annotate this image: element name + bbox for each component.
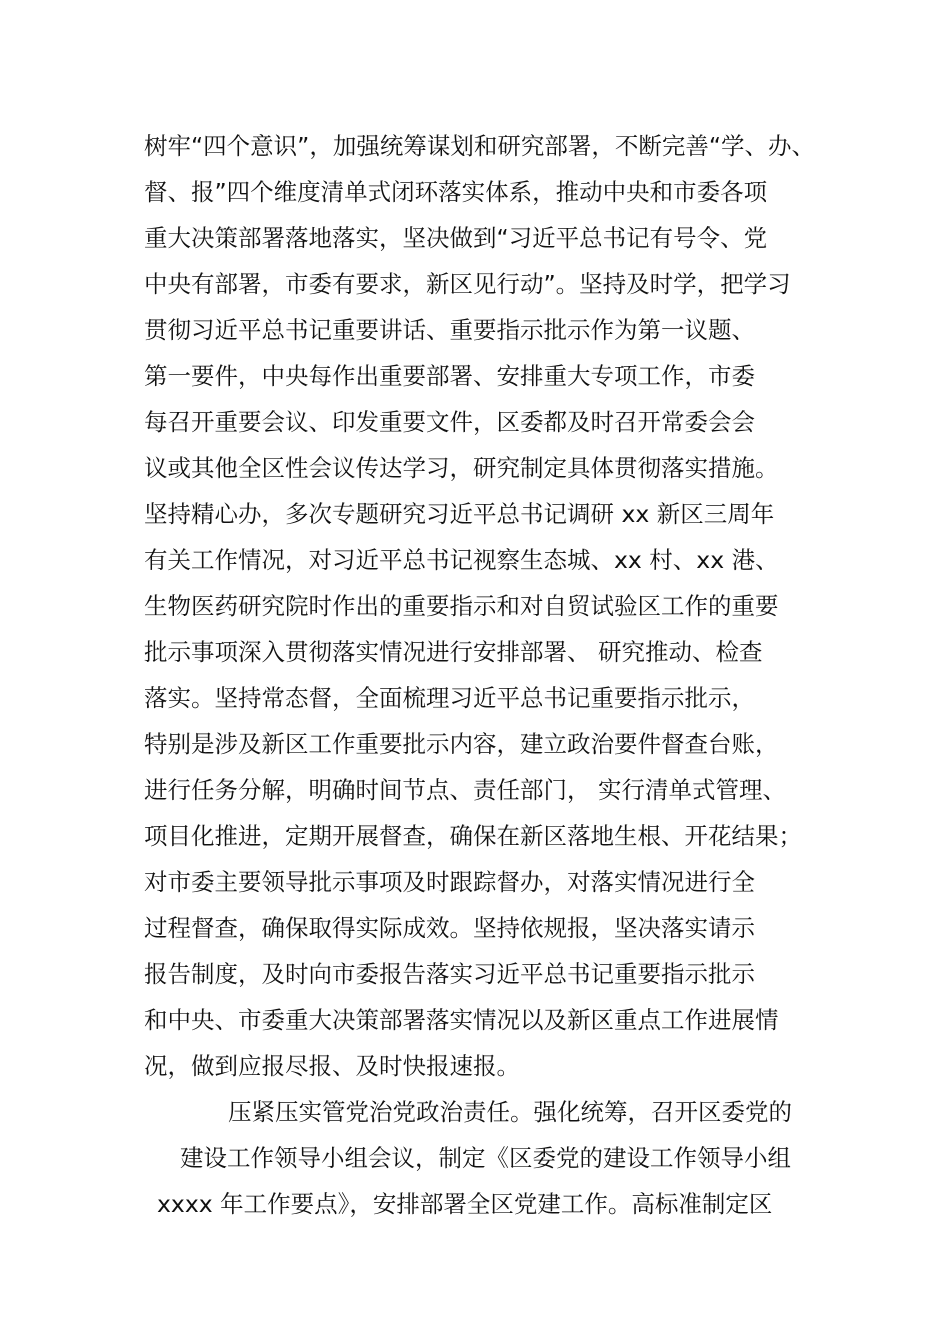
text-line: 压紧压实管党治党政治责任。强化统筹，召开区委党的 (228, 1098, 792, 1126)
text-line: 过程督查，确保取得实际成效。坚持依规报，坚决落实请示 (144, 914, 755, 942)
text-line: 每召开重要会议、印发重要文件，区委都及时召开常委会会 (144, 408, 755, 436)
text-line: 批示事项深入贯彻落实情况进行安排部署、 研究推动、检查 (144, 638, 763, 666)
text-line: 项目化推进，定期开展督查，确保在新区落地生根、开花结果； (144, 822, 802, 850)
text-line: 对市委主要领导批示事项及时跟踪督办，对落实情况进行全 (144, 868, 755, 896)
text-line: 建设工作领导小组会议，制定《区委党的建设工作领导小组 (180, 1144, 791, 1172)
text-line: 督、报”四个维度清单式闭环落实体系，推动中央和市委各项 (144, 178, 768, 206)
text-line: 议或其他全区性会议传达学习，研究制定具体贯彻落实措施。 (144, 454, 779, 482)
text-line: 报告制度，及时向市委报告落实习近平总书记重要指示批示 (144, 960, 755, 988)
text-line: 况，做到应报尽报、及时快报速报。 (144, 1052, 520, 1080)
text-line: 生物医药研究院时作出的重要指示和对自贸试验区工作的重要 (144, 592, 779, 620)
text-line: 贯彻习近平总书记重要讲话、重要指示批示作为第一议题、 (144, 316, 755, 344)
text-line: 重大决策部署落地落实，坚决做到“习近平总书记有号令、党 (144, 224, 768, 252)
text-line: 落实。坚持常态督，全面梳理习近平总书记重要指示批示， (144, 684, 755, 712)
text-line: 中央有部署，市委有要求，新区见行动”。坚持及时学，把学习 (144, 270, 791, 298)
text-line: 进行任务分解，明确时间节点、责任部门， 实行清单式管理、 (144, 776, 786, 804)
text-line: xxxx 年工作要点》，安排部署全区党建工作。高标准制定区 (157, 1190, 773, 1218)
text-line: 树牢“四个意识”，加强统筹谋划和研究部署，不断完善“学、办、 (144, 132, 816, 160)
text-line: 和中央、市委重大决策部署落实情况以及新区重点工作进展情 (144, 1006, 779, 1034)
text-line: 第一要件，中央每作出重要部署、安排重大专项工作，市委 (144, 362, 755, 390)
text-line: 坚持精心办，多次专题研究习近平总书记调研 xx 新区三周年 (144, 500, 775, 528)
text-line: 有关工作情况，对习近平总书记视察生态城、xx 村、xx 港、 (144, 546, 779, 574)
text-line: 特别是涉及新区工作重要批示内容，建立政治要件督查台账， (144, 730, 779, 758)
